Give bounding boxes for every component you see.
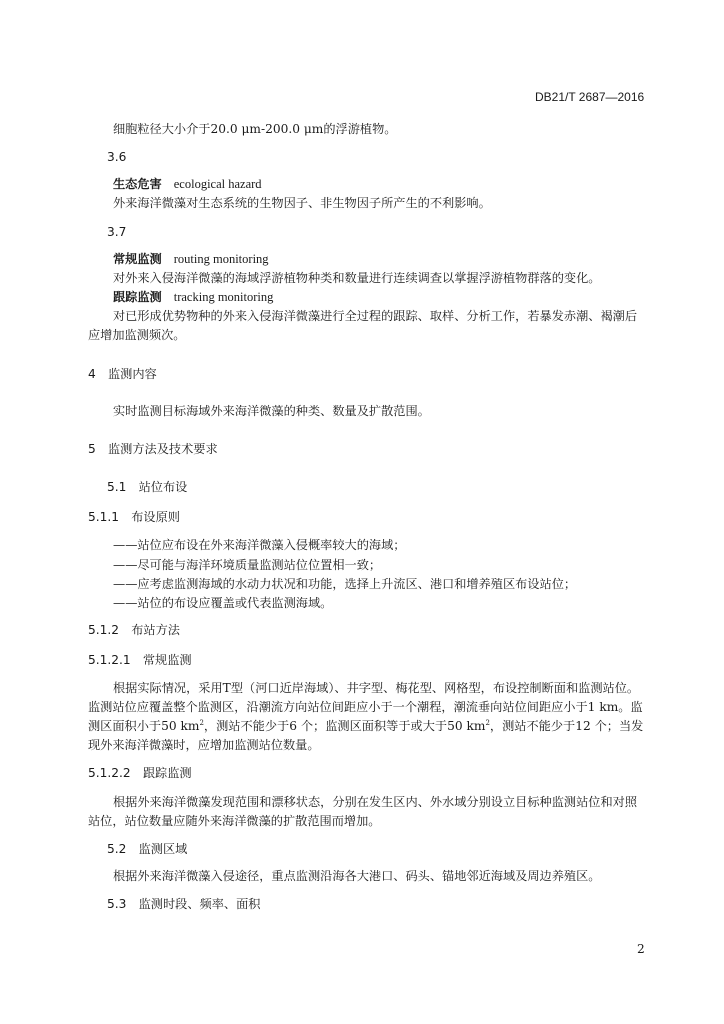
paragraph-line: 站位，站位数量应随外来海洋微藻的扩散范围而增加。 — [88, 814, 381, 828]
paragraph-line — [88, 718, 643, 734]
subsection-heading: 5.1.2.2 跟踪监测 — [88, 766, 192, 780]
subsection-heading: 5.3 监测时段、频率、面积 — [107, 897, 261, 911]
document-code: DB21/T 2687—2016 — [535, 90, 645, 104]
paragraph-line: 对已形成优势物种的外来入侵海洋微藻进行全过程的跟踪、取样、分析工作，若暴发赤潮、褐潮后 — [113, 309, 638, 323]
subsection-heading: 5.1.2 布站方法 — [88, 623, 180, 637]
term-cn: 常规监测 — [113, 252, 162, 266]
paragraph-line: 根据实际情况，采用T型（河口近岸海域）、井字型、梅花型、网格型，布设控制断面和监测站位。 — [113, 681, 640, 695]
term-heading — [113, 289, 273, 305]
section-number: 3.6 — [107, 150, 127, 164]
list-item: ——尽可能与海洋环境质量监测站位位置相一致； — [113, 558, 382, 572]
term-cn: 跟踪监测 — [113, 290, 162, 304]
term-en: tracking monitoring — [173, 290, 274, 304]
term-heading — [113, 176, 262, 192]
superscript: 2 — [485, 718, 490, 727]
term-heading — [113, 251, 269, 267]
subsection-heading: 5.1.2.1 常规监测 — [88, 653, 192, 667]
paragraph-line: 细胞粒径大小介于20.0 μm-200.0 μm的浮游植物。 — [113, 122, 397, 136]
section-heading: 5 监测方法及技术要求 — [88, 442, 218, 456]
paragraph-line: 根据外来海洋微藻发现范围和漂移状态，分别在发生区内、外水域分别设立目标种监测站位和对照 — [113, 795, 638, 809]
text-run: ，测站不能少于12 个；当发 — [489, 719, 644, 733]
term-en: routing monitoring — [173, 252, 269, 266]
paragraph-line: 实时监测目标海域外来海洋微藻的种类、数量及扩散范围。 — [113, 404, 430, 418]
paragraph-line: 监测站位应覆盖整个监测区，沿潮流方向站位间距应小于一个潮程，潮流垂向站位间距应小于1 km。监 — [88, 700, 643, 714]
subsection-heading: 5.1.1 布设原则 — [88, 510, 180, 524]
list-item: ——站位的布设应覆盖或代表监测海域。 — [113, 596, 333, 610]
section-heading: 4 监测内容 — [88, 367, 157, 381]
paragraph-line: 应增加监测频次。 — [88, 328, 186, 342]
section-number: 3.7 — [107, 225, 127, 239]
list-item: ——应考虑监测海域的水动力状况和功能，选择上升流区、港口和增养殖区布设站位； — [113, 577, 577, 591]
paragraph-line: 现外来海洋微藻时，应增加监测站位数量。 — [88, 738, 320, 752]
term-en: ecological hazard — [173, 177, 262, 191]
text-run: ，测站不能少于6 个；监测区面积等于或大于50 km — [203, 719, 486, 733]
paragraph-line: 根据外来海洋微藻入侵途径，重点监测沿海各大港口、码头、锚地邻近海域及周边养殖区。 — [113, 869, 601, 883]
term-cn: 生态危害 — [113, 177, 162, 191]
page-number: 2 — [637, 942, 645, 956]
subsection-heading: 5.2 监测区域 — [107, 842, 188, 856]
superscript: 2 — [199, 718, 204, 727]
text-run: 测区面积小于50 km — [88, 719, 200, 733]
list-item: ——站位应布设在外来海洋微藻入侵概率较大的海域； — [113, 538, 406, 552]
subsection-heading: 5.1 站位布设 — [107, 480, 188, 494]
paragraph-line: 外来海洋微藻对生态系统的生物因子、非生物因子所产生的不利影响。 — [113, 196, 491, 210]
paragraph-line: 对外来入侵海洋微藻的海域浮游植物种类和数量进行连续调查以掌握浮游植物群落的变化。 — [113, 271, 601, 285]
